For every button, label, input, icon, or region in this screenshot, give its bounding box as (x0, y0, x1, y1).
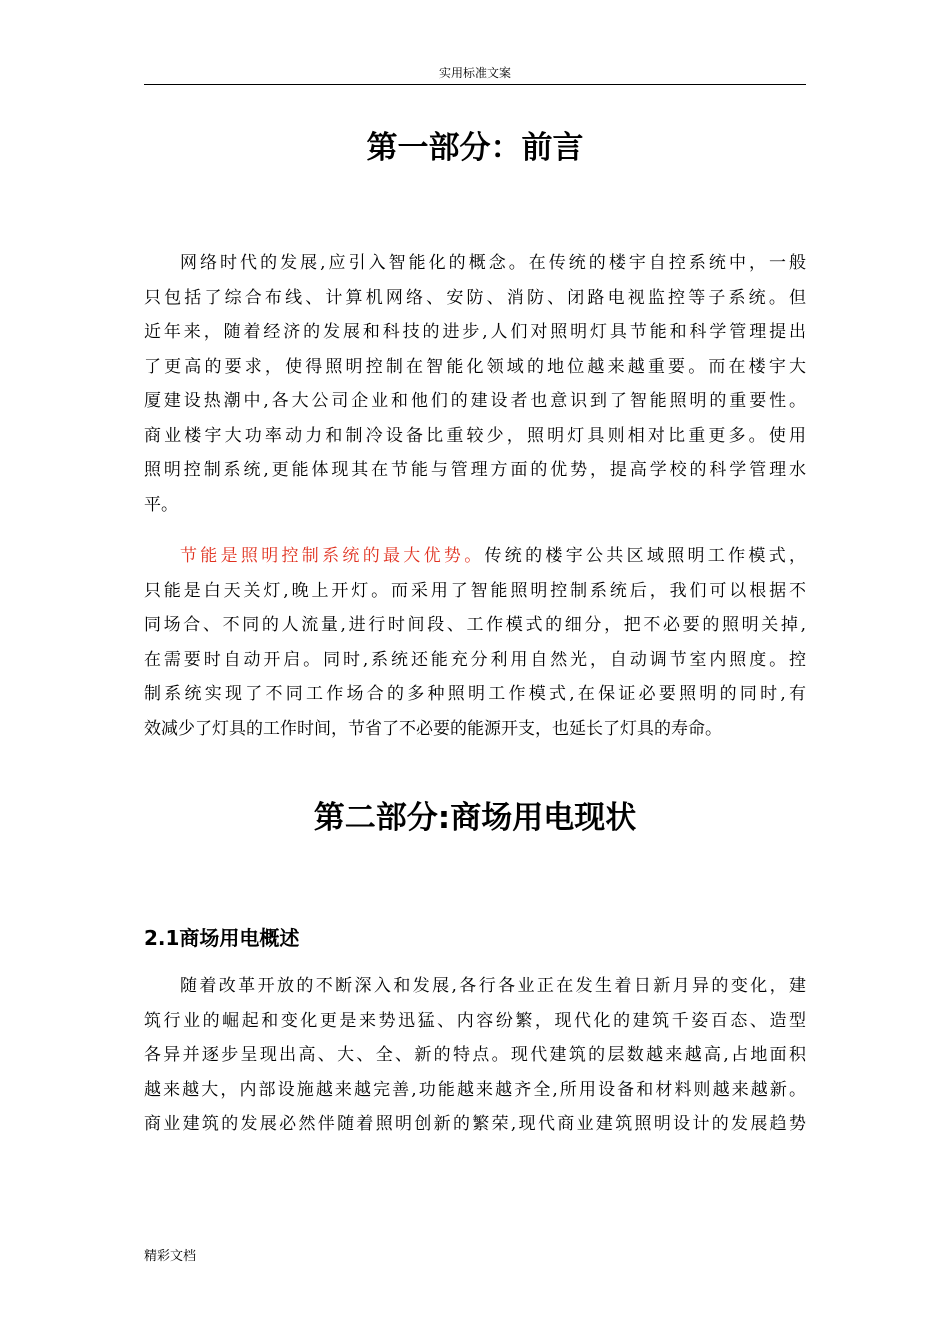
paragraph-line: 同场合、不同的人流量,进行时间段、工作模式的细分，把不必要的照明关掉, (144, 615, 806, 635)
paragraph-line: 筑行业的崛起和变化更是来势迅猛、内容纷繁，现代化的建筑千姿百态、造型 (144, 1010, 806, 1031)
paragraph-line: 效减少了灯具的工作时间，节省了不必要的能源开支，也延长了灯具的寿命。 (144, 718, 722, 739)
subsection-title: 2.1商场用电概述 (144, 926, 300, 950)
paragraph-line: 了更高的要求，使得照明控制在智能化领域的地位越来越重要。而在楼宇大 (144, 356, 806, 377)
paragraph-line: 照明控制系统,更能体现其在节能与管理方面的优势，提高学校的科学管理水 (144, 460, 806, 480)
paragraph-line (144, 539, 806, 574)
paragraph-line: 随着改革开放的不断深入和发展,各行各业正在发生着日新月异的变化，建 (180, 976, 806, 996)
paragraph-line: 厦建设热潮中,各大公司企业和他们的建设者也意识到了智能照明的重要性。 (144, 391, 806, 411)
preface-paragraph-1 (144, 246, 806, 522)
paragraph-line: 只能是白天关灯,晚上开灯。而采用了智能照明控制系统后，我们可以根据不 (144, 580, 806, 601)
page-header (144, 66, 806, 85)
preface-paragraph-2 (144, 539, 806, 746)
paragraph-line: 制系统实现了不同工作场合的多种照明工作模式,在保证必要照明的同时,有 (144, 684, 806, 704)
paragraph-line: 商业楼宇大功率动力和制冷设备比重较少，照明灯具则相对比重更多。使用 (144, 425, 806, 446)
paragraph-line: 只包括了综合布线、计算机网络、安防、消防、闭路电视监控等子系统。但 (144, 287, 806, 308)
paragraph-line: 各异并逐步呈现出高、大、全、新的特点。现代建筑的层数越来越高,占地面积 (144, 1045, 806, 1065)
highlight-text: 节能是照明控制系统的最大优势。 (180, 546, 485, 566)
section-title-mall-power: 第二部分:商场用电现状 (313, 800, 637, 836)
paragraph-line: 近年来，随着经济的发展和科技的进步,人们对照明灯具节能和科学管理提出 (144, 322, 806, 342)
paragraph-line: 在需要时自动开启。同时,系统还能充分利用自然光，自动调节室内照度。控 (144, 649, 806, 670)
paragraph-line: 网络时代的发展,应引入智能化的概念。在传统的楼宇自控系统中，一般 (180, 253, 806, 273)
mall-power-paragraph (144, 969, 806, 1142)
section-title-preface: 第一部分：前言 (366, 130, 584, 166)
paragraph-text: 传统的楼宇公共区域照明工作模式， (484, 546, 806, 566)
header-title: 实用标准文案 (438, 66, 511, 80)
paragraph-line: 商业建筑的发展必然伴随着照明创新的繁荣,现代商业建筑照明设计的发展趋势 (144, 1114, 806, 1134)
paragraph-line: 越来越大，内部设施越来越完善,功能越来越齐全,所用设备和材料则越来越新。 (144, 1079, 806, 1100)
paragraph-line: 平。 (144, 494, 178, 515)
page-footer: 精彩文档 (144, 1249, 197, 1264)
